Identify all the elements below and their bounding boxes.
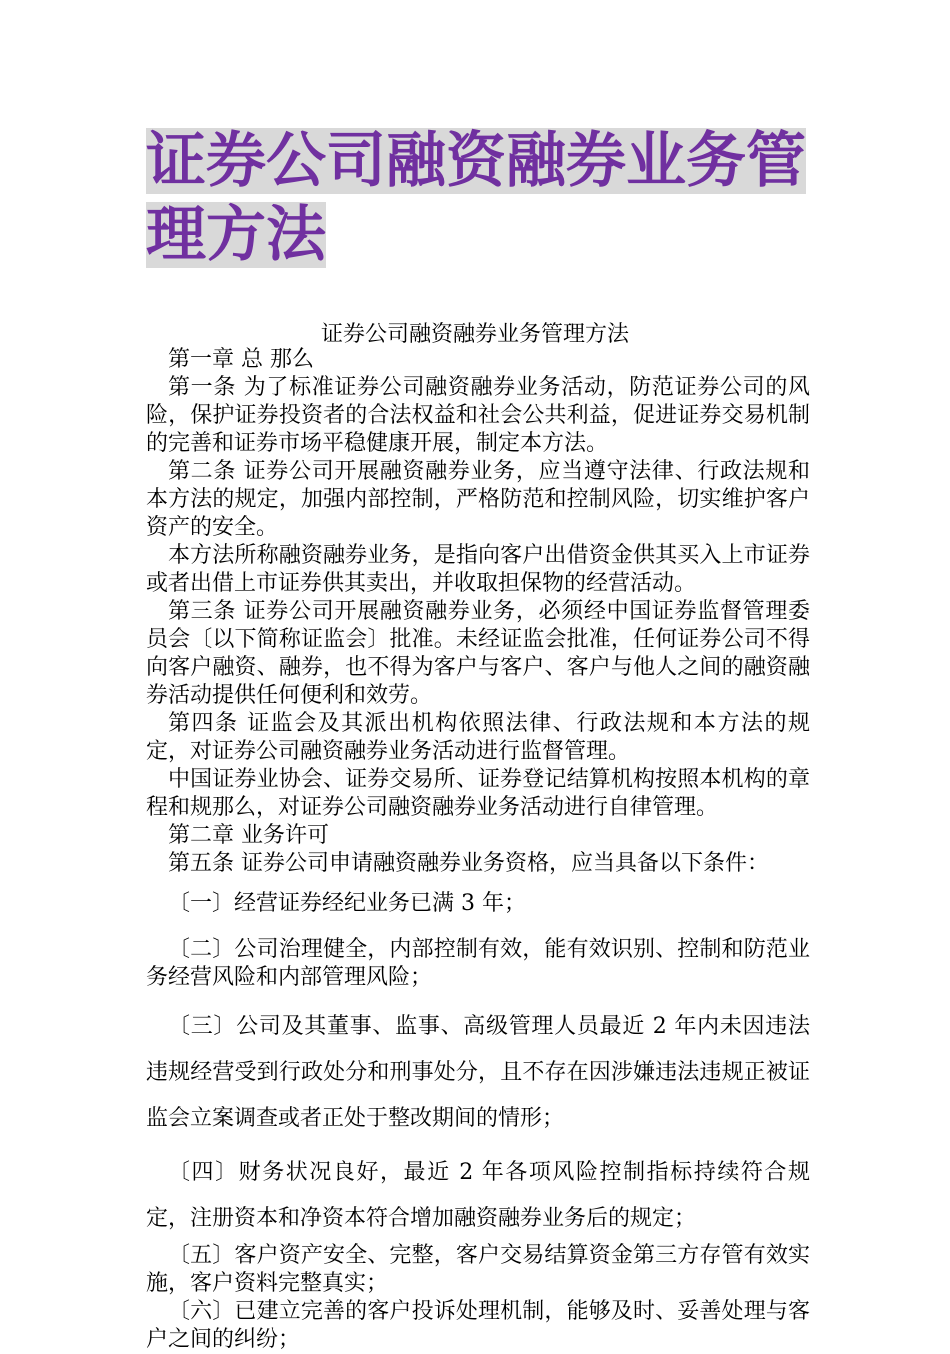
chapter-heading: 第二章 业务许可 [168, 823, 329, 848]
condition-item: 〔五〕客户资产安全、完整，客户交易结算资金第三方存管有效实施，客户资料完整真实； [146, 1243, 810, 1296]
chapter-heading: 第一章 总 那么 [168, 347, 314, 372]
document-title [146, 128, 826, 276]
article-paragraph: 第二条 证券公司开展融资融券业务，应当遵守法律、行政法规和本方法的规定，加强内部控制，严格防范和控制风险，切实维护客户资产的安全。 [146, 459, 810, 540]
document-title-line-2: 理方法 [146, 200, 326, 270]
document-subtitle: 证券公司融资融券业务管理方法 [320, 322, 629, 347]
article-paragraph: 中国证券业协会、证券交易所、证券登记结算机构按照本机构的章程和规那么，对证券公司融资融券业务活动进行自律管理。 [146, 767, 810, 820]
article-paragraph: 第四条 证监会及其派出机构依照法律、行政法规和本方法的规定，对证券公司融资融券业务活动进行监督管理。 [146, 711, 810, 764]
condition-item: 〔一〕经营证券经纪业务已满 3 年； [168, 891, 526, 916]
article-paragraph: 第三条 证券公司开展融资融券业务，必须经中国证券监督管理委员会〔以下简称证监会〕批准。未经证监会批准，任何证券公司不得向客户融资、融券，也不得为客户与客户、客户与他人之间的融资融券活动提供任何便利和效劳。 [146, 599, 810, 708]
article-paragraph: 第五条 证券公司申请融资融券业务资格，应当具备以下条件： [168, 851, 769, 876]
condition-item: 〔二〕公司治理健全，内部控制有效，能有效识别、控制和防范业务经营风险和内部管理风险； [146, 937, 810, 990]
condition-item: 〔六〕已建立完善的客户投诉处理机制，能够及时、妥善处理与客户之间的纠纷； [146, 1299, 810, 1352]
condition-item: 〔四〕财务状况良好，最近 2 年各项风险控制指标持续符合规定，注册资本和净资本符合增加融资融券业务后的规定； [146, 1160, 810, 1231]
article-paragraph: 本方法所称融资融券业务，是指向客户出借资金供其买入上市证券或者出借上市证券供其卖出，并收取担保物的经营活动。 [146, 543, 810, 596]
document-body [146, 346, 810, 1354]
condition-item: 〔三〕公司及其董事、监事、高级管理人员最近 2 年内未因违法违规经营受到行政处分和刑事处分，且不存在因涉嫌违法违规正被证监会立案调查或者正处于整改期间的情形； [146, 1014, 810, 1131]
article-paragraph: 第一条 为了标准证券公司融资融券业务活动，防范证券公司的风险，保护证券投资者的合法权益和社会公共利益，促进证券交易机制的完善和证券市场平稳健康开展，制定本方法。 [146, 375, 810, 456]
document-title-line-1: 证券公司融资融券业务管 [146, 126, 806, 196]
